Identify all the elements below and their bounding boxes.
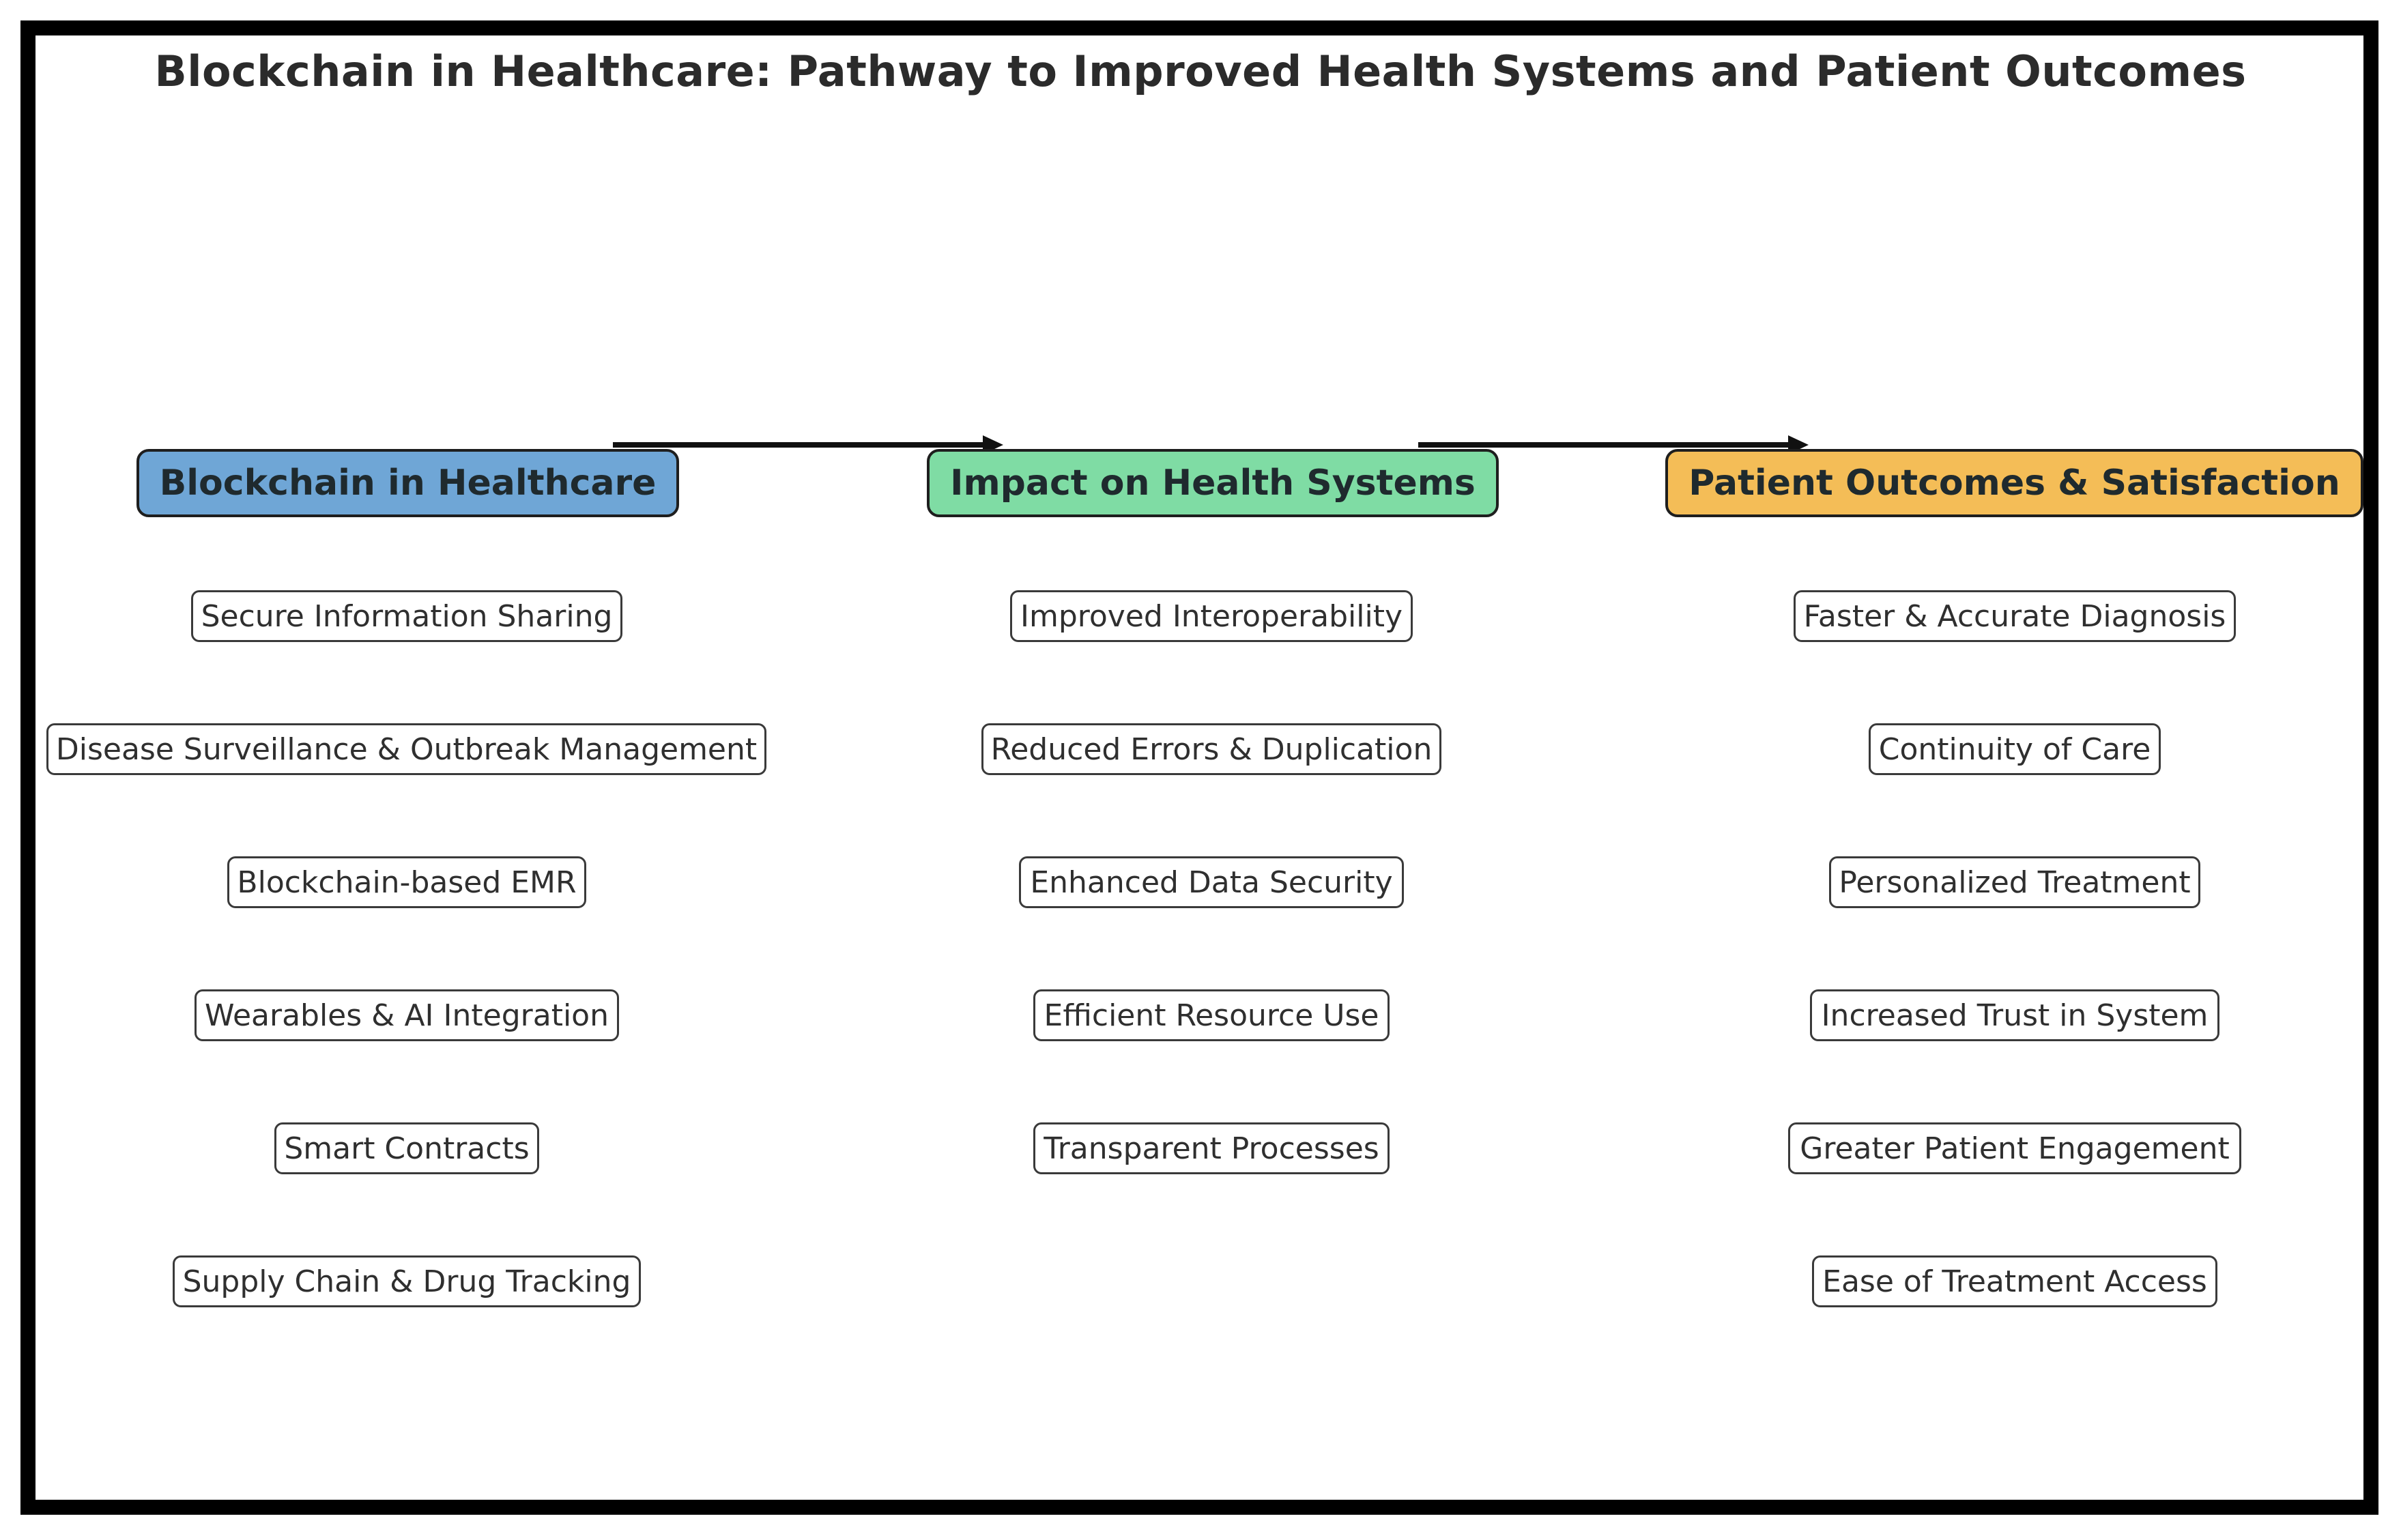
- header-patient-outcomes-satisfaction: Patient Outcomes & Satisfaction: [1665, 449, 2363, 517]
- item-efficient-resource-use: Efficient Resource Use: [1033, 989, 1390, 1041]
- item-faster-accurate-diagnosis: Faster & Accurate Diagnosis: [1794, 590, 2236, 642]
- item-secure-information-sharing: Secure Information Sharing: [191, 590, 622, 642]
- diagram-title: Blockchain in Healthcare: Pathway to Improved Health Systems and Patient Outcomes: [154, 46, 2247, 96]
- header-impact-on-health-systems: Impact on Health Systems: [927, 449, 1499, 517]
- item-smart-contracts: Smart Contracts: [274, 1122, 539, 1174]
- item-continuity-of-care: Continuity of Care: [1869, 723, 2161, 775]
- item-blockchain-based-emr: Blockchain-based EMR: [227, 856, 586, 908]
- item-supply-chain-drug-tracking: Supply Chain & Drug Tracking: [173, 1255, 641, 1307]
- item-reduced-errors-duplication: Reduced Errors & Duplication: [981, 723, 1441, 775]
- item-disease-surveillance: Disease Surveillance & Outbreak Management: [46, 723, 766, 775]
- item-ease-of-treatment-access: Ease of Treatment Access: [1812, 1255, 2217, 1307]
- header-blockchain-in-healthcare: Blockchain in Healthcare: [136, 449, 679, 517]
- item-enhanced-data-security: Enhanced Data Security: [1019, 856, 1404, 908]
- item-increased-trust-in-system: Increased Trust in System: [1810, 989, 2219, 1041]
- item-improved-interoperability: Improved Interoperability: [1010, 590, 1413, 642]
- item-wearables-ai-integration: Wearables & AI Integration: [195, 989, 619, 1041]
- item-transparent-processes: Transparent Processes: [1033, 1122, 1390, 1174]
- item-personalized-treatment: Personalized Treatment: [1829, 856, 2200, 908]
- item-greater-patient-engagement: Greater Patient Engagement: [1788, 1122, 2241, 1174]
